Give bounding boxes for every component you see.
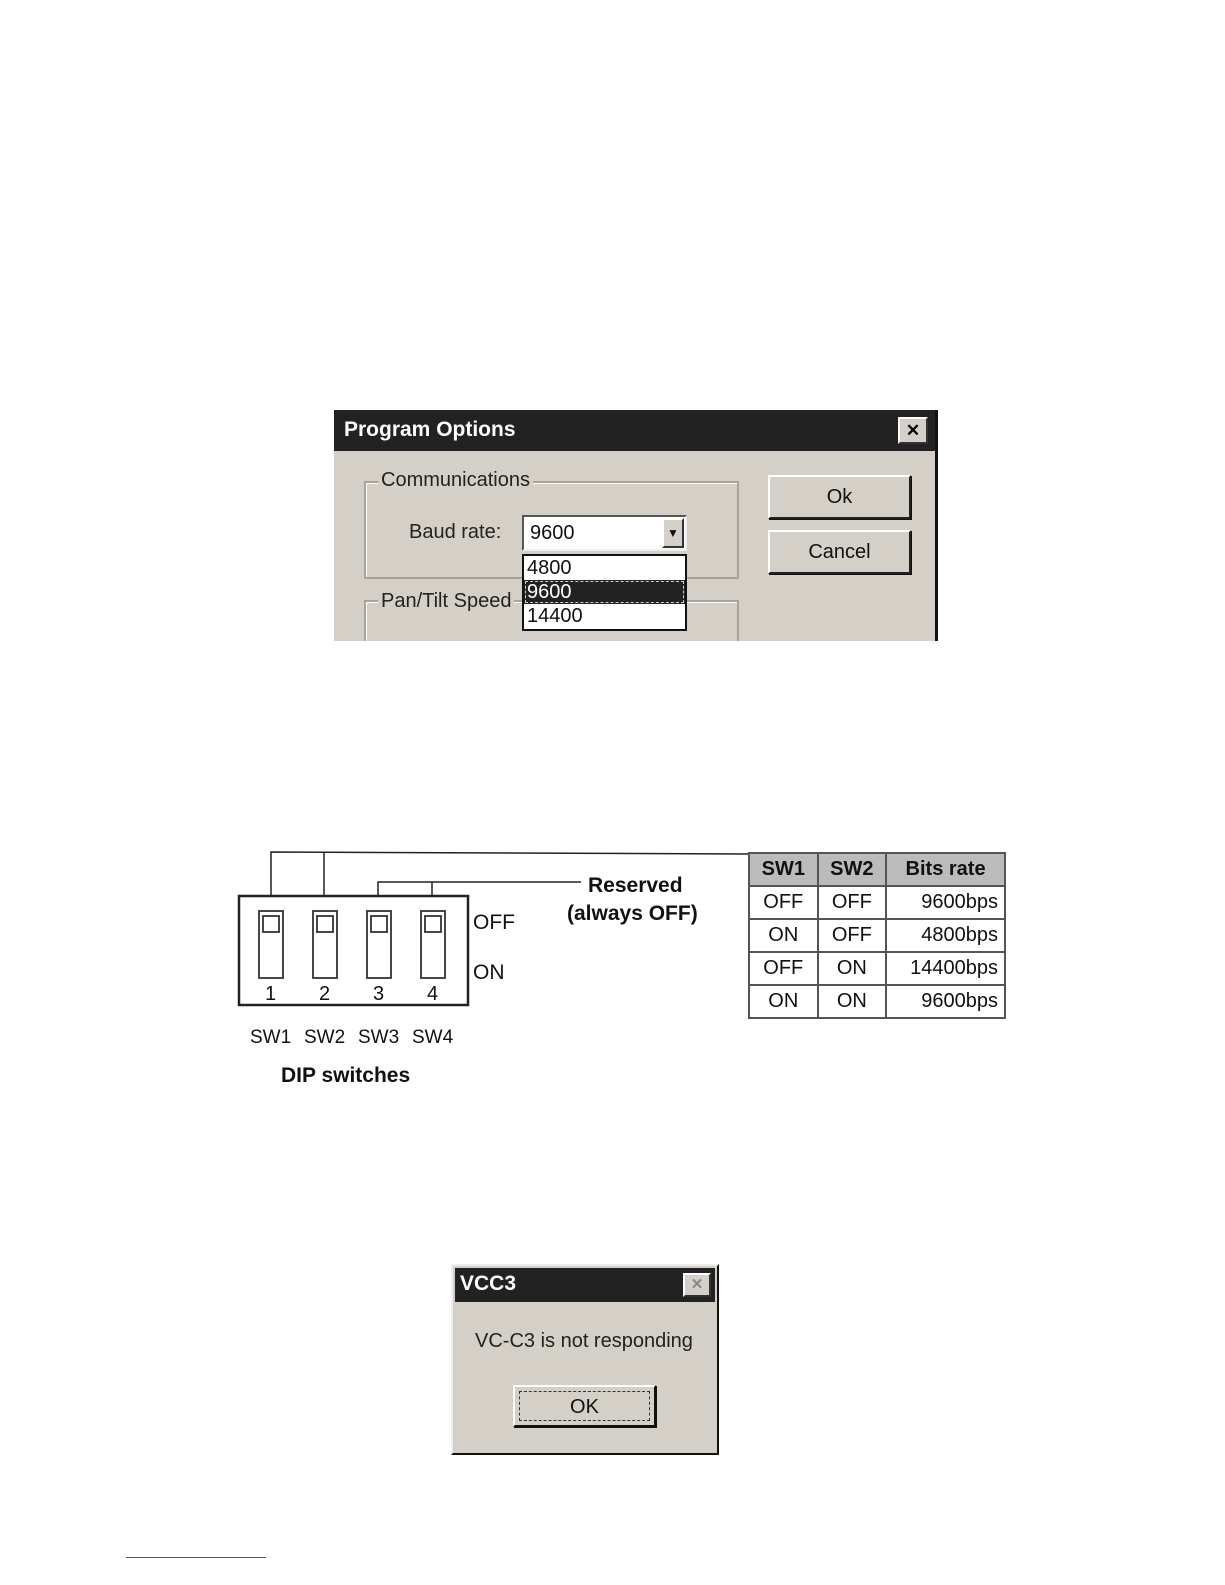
close-button[interactable]	[898, 417, 928, 444]
switch-2	[313, 911, 337, 978]
ok-button-label: OK	[570, 1396, 599, 1418]
switch-number-3: 3	[373, 983, 385, 1005]
table-row	[749, 985, 1005, 1018]
cell-bits-rate: 9600bps	[886, 985, 1005, 1018]
cell-sw1: OFF	[749, 886, 818, 919]
vcc3-dialog	[451, 1264, 719, 1455]
baud-rate-select[interactable]	[522, 515, 687, 551]
program-options-dialog	[334, 410, 938, 641]
close-button[interactable]	[683, 1273, 711, 1297]
header-sw2: SW2	[818, 853, 887, 886]
title-bar[interactable]	[455, 1268, 715, 1302]
cell-sw1: ON	[749, 919, 818, 952]
switch-name-sw2: SW2	[304, 1027, 346, 1048]
footnote-rule	[126, 1557, 266, 1558]
header-sw1: SW1	[749, 853, 818, 886]
cell-bits-rate: 9600bps	[886, 886, 1005, 919]
dialog-title: Program Options	[344, 418, 516, 441]
chevron-down-icon: ▼	[667, 526, 679, 540]
close-icon: ✕	[905, 421, 921, 440]
cell-sw2: ON	[818, 985, 887, 1018]
switch-name-sw1: SW1	[250, 1027, 292, 1048]
header-bits-rate: Bits rate	[886, 853, 1005, 886]
dip-switch-figure	[236, 845, 1006, 1090]
baud-option-4800[interactable]: 4800	[527, 557, 572, 579]
cell-sw1: OFF	[749, 952, 818, 985]
cell-sw2: OFF	[818, 886, 887, 919]
cell-sw1: ON	[749, 985, 818, 1018]
close-icon: ✕	[690, 1276, 704, 1293]
baud-rate-dropdown-list	[522, 554, 687, 631]
reserved-note: (always OFF)	[567, 902, 698, 925]
cell-bits-rate: 4800bps	[886, 919, 1005, 952]
switch-3	[367, 911, 391, 978]
cell-bits-rate: 14400bps	[886, 952, 1005, 985]
table-row	[749, 919, 1005, 952]
table-row	[749, 886, 1005, 919]
ok-button[interactable]	[513, 1385, 656, 1427]
dip-switches-caption: DIP switches	[281, 1064, 411, 1087]
bit-rate-table	[748, 852, 1006, 1019]
switch-number-2: 2	[319, 983, 331, 1005]
dropdown-button[interactable]	[662, 518, 684, 548]
ok-button[interactable]: Ok	[768, 475, 911, 519]
table-header-row	[749, 853, 1005, 886]
baud-option-9600[interactable]: 9600	[524, 580, 685, 604]
ok-button-focus	[519, 1391, 650, 1421]
cancel-button[interactable]: Cancel	[768, 530, 911, 574]
on-label: ON	[473, 961, 505, 984]
cell-sw2: OFF	[818, 919, 887, 952]
switch-1	[259, 911, 283, 978]
baud-rate-value: 9600	[530, 522, 575, 544]
off-label: OFF	[473, 911, 515, 934]
baud-option-14400[interactable]: 14400	[527, 605, 583, 627]
table-row	[749, 952, 1005, 985]
cell-sw2: ON	[818, 952, 887, 985]
switch-4	[421, 911, 445, 978]
switch-name-sw3: SW3	[358, 1027, 400, 1048]
title-bar[interactable]	[334, 410, 935, 451]
switch-number-1: 1	[265, 983, 277, 1005]
switch-name-sw4: SW4	[412, 1027, 454, 1048]
reserved-label: Reserved	[588, 874, 683, 897]
message-text: VC-C3 is not responding	[475, 1330, 693, 1352]
switch-number-4: 4	[427, 983, 439, 1005]
dialog-title: VCC3	[460, 1272, 517, 1295]
baud-rate-label: Baud rate:	[409, 521, 502, 543]
communications-legend: Communications	[378, 469, 533, 492]
pan-tilt-speed-legend: Pan/Tilt Speed	[378, 590, 514, 613]
